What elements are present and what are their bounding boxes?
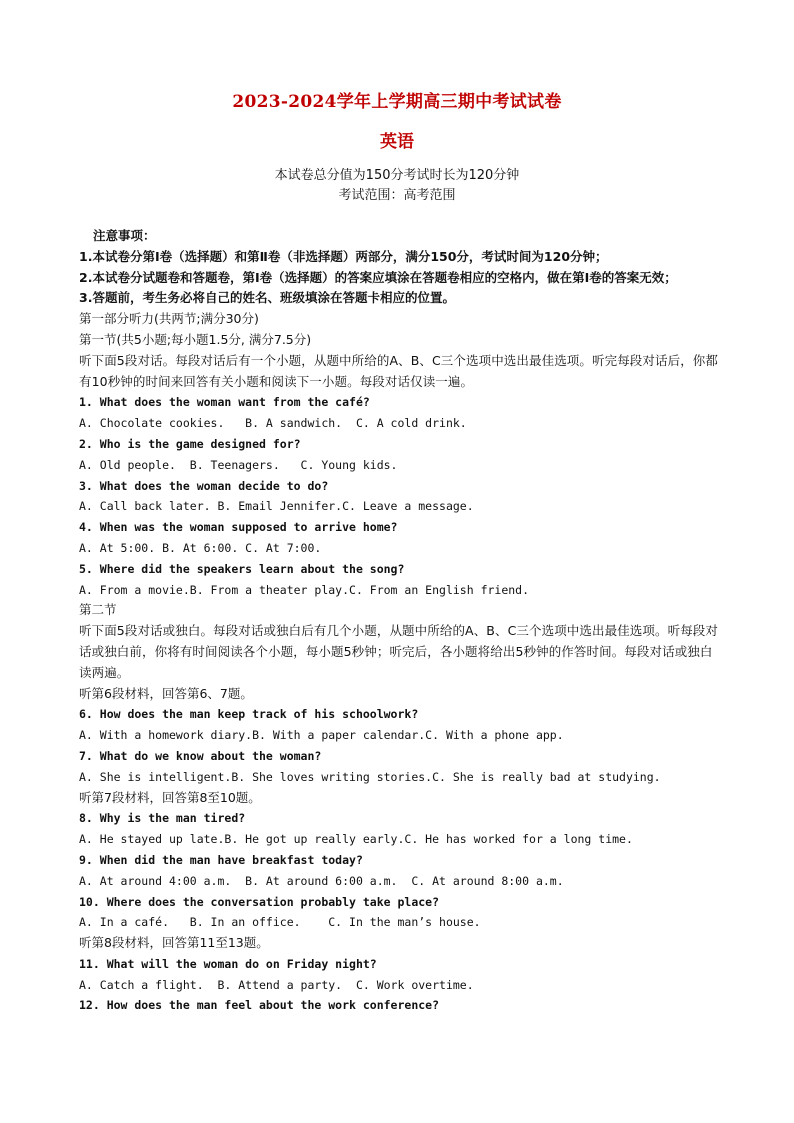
- question-4: 4. When was the woman supposed to arrive home?: [79, 520, 398, 535]
- options-3: A. Call back later. B. Email Jennifer.C. Leave a message.: [79, 499, 474, 514]
- note-item: 3.答题前，考生务必将自己的姓名、班级填涂在答题卡相应的位置。: [79, 290, 455, 306]
- question-10: 10. Where does the conversation probably take place?: [79, 894, 440, 909]
- options-11: A. Catch a flight. B. Attend a party. C. Work overtime.: [79, 977, 474, 992]
- section2-title: 第二节: [79, 602, 117, 618]
- exam-title: 2023-2024学年上学期高三期中考试试卷: [232, 92, 562, 112]
- subject-heading: 英语: [380, 132, 414, 152]
- exam-score-duration: 本试卷总分值为150分考试时长为120分钟: [274, 168, 520, 183]
- note-item: 2.本试卷分试题卷和答题卷，第Ⅰ卷（选择题）的答案应填涂在答题卷相应的空格内，做在第Ⅰ卷的答案无效；: [79, 269, 677, 285]
- exam-scope: 考试范围：高考范围: [338, 188, 456, 203]
- options-9: A. At around 4:00 a.m. B. At around 6:00 a.m. C. At around 8:00 a.m.: [79, 873, 564, 888]
- options-6: A. With a homework diary.B. With a paper calendar.C. With a phone app.: [79, 728, 564, 743]
- question-5: 5. Where did the speakers learn about the song?: [79, 561, 405, 576]
- section1-instructions: 听下面5段对话。每段对话后有一个小题，从题中所给的A、B、C三个选项中选出最佳选项。听完每段对话后，你都有10秒钟的时间来回答有关小题和阅读下一小题。每段对话仅读一遍。: [79, 352, 719, 389]
- options-8: A. He stayed up late.B. He got up really early.C. He has worked for a long time.: [79, 832, 633, 847]
- options-1: A. Chocolate cookies. B. A sandwich. C. A cold drink.: [79, 416, 467, 431]
- question-2: 2. Who is the game designed for?: [79, 436, 301, 451]
- options-5: A. From a movie.B. From a theater play.C. From an English friend.: [79, 582, 530, 597]
- question-12: 12. How does the man feel about the work conference?: [79, 998, 440, 1013]
- question-3: 3. What does the woman decide to do?: [79, 478, 329, 493]
- options-7: A. She is intelligent.B. She loves writing stories.C. She is really bad at studying.: [79, 769, 661, 784]
- question-9: 9. When did the man have breakfast today?: [79, 852, 363, 867]
- note-item: 1.本试卷分第Ⅰ卷（选择题）和第Ⅱ卷（非选择题）两部分，满分150分，考试时间为120分钟；: [79, 248, 608, 264]
- question-1: 1. What does the woman want from the café?: [79, 395, 370, 410]
- question-8: 8. Why is the man tired?: [79, 811, 246, 826]
- options-2: A. Old people. B. Teenagers. C. Young kids.: [79, 457, 398, 472]
- notes-title: 注意事项：: [93, 228, 156, 243]
- options-10: A. In a café. B. In an office. C. In the man’s house.: [79, 915, 481, 930]
- exam-body: [79, 226, 719, 1016]
- section2-instructions: 听下面5段对话或独白。每段对话或独白后有几个小题，从题中所给的A、B、C三个选项中选出最佳选项。听每段对话或独白前，你将有时间阅读各个小题，每小题5秒钟；听完后，各小题将给出5秒钟的作答时间。每段对话或独白读两遍。: [79, 623, 719, 680]
- question-7: 7. What do we know about the woman?: [79, 748, 322, 763]
- part1-title: 第一部分听力(共两节;满分30分): [79, 311, 259, 327]
- options-4: A. At 5:00. B. At 6:00. C. At 7:00.: [79, 540, 322, 555]
- material-8-intro: 听第8段材料，回答第11至13题。: [79, 935, 269, 951]
- section1-title: 第一节(共5小题;每小题1.5分, 满分7.5分): [79, 331, 312, 347]
- question-11: 11. What will the woman do on Friday night?: [79, 956, 377, 971]
- material-7-intro: 听第7段材料，回答第8至10题。: [79, 789, 261, 805]
- material-6-intro: 听第6段材料，回答第6、7题。: [79, 685, 253, 701]
- question-6: 6. How does the man keep track of his schoolwork?: [79, 707, 419, 722]
